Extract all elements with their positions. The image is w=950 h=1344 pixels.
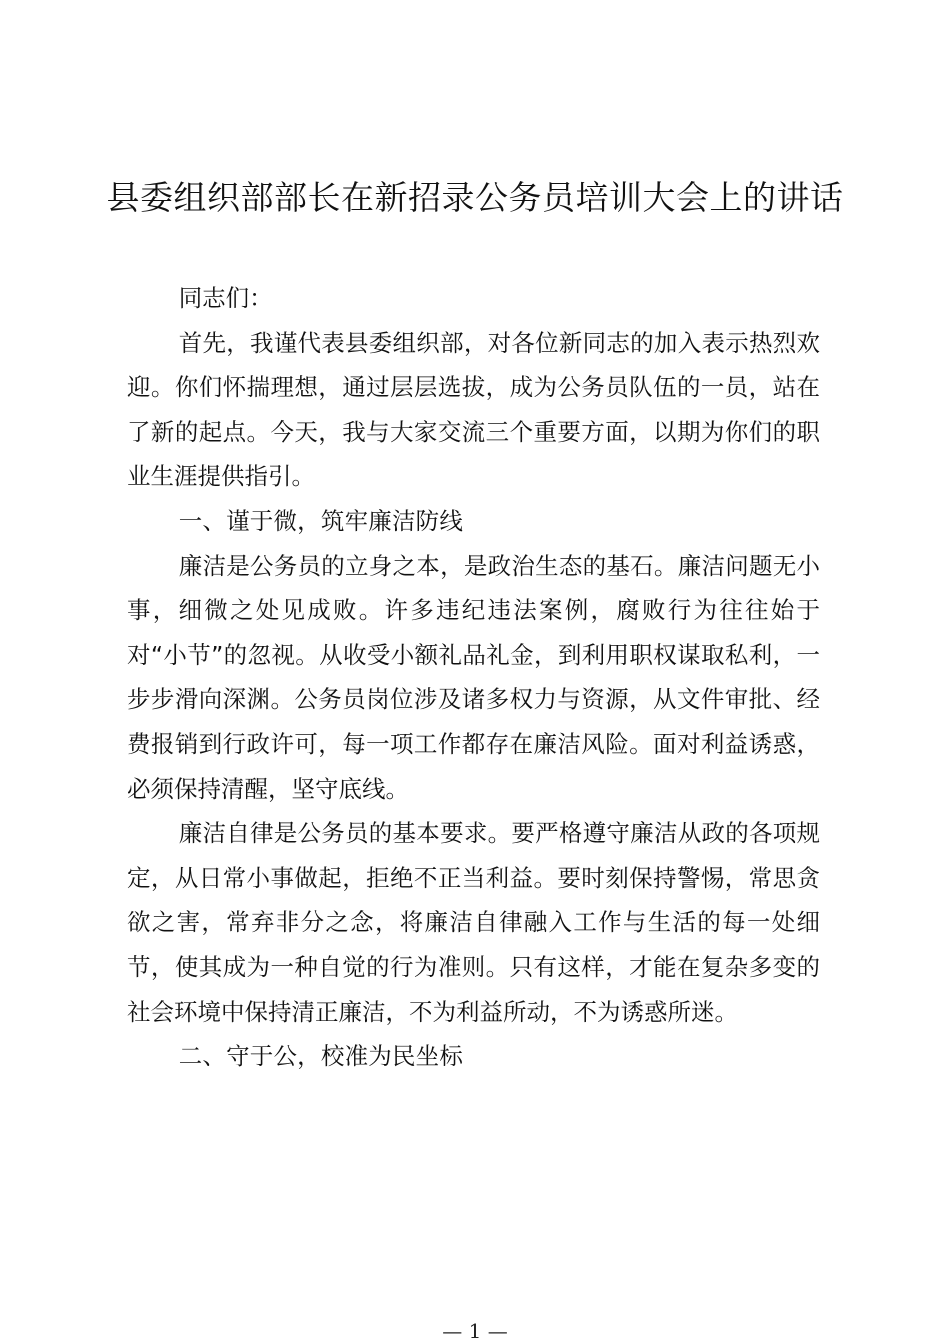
paragraph-integrity-2: 廉洁自律是公务员的基本要求。要严格遵守廉洁从政的各项规定，从日常小事做起，拒绝不正当利益。要时刻保持警惕，常思贪欲之害，常弃非分之念，将廉洁自律融入工作与生活的每一处细节，使其成为一种自觉的行为准则。只有这样，才能在复杂多变的社会环境中保持清正廉洁，不为利益所动，不为诱惑所迷。 [127,819,820,1026]
salutation: 同志们： [178,284,273,312]
section-heading-1: 一、谨于微，筑牢廉洁防线 [178,506,464,535]
section-heading-2: 二、守于公，校准为民坐标 [178,1042,464,1071]
document-body [127,276,820,1079]
paragraph-integrity-1: 廉洁是公务员的立身之本，是政治生态的基石。廉洁问题无小事，细微之处见成败。许多违纪违法案例，腐败行为往往始于对“小节”的忽视。从收受小额礼品礼金，到利用职权谋取私利，一步步滑向深渊。公务员岗位涉及诸多权力与资源，从文件审批、经费报销到行政许可，每一项工作都存在廉洁风险。面对利益诱惑，必须保持清醒，坚守底线。 [127,551,820,803]
page-number: — 1 — [442,1319,508,1343]
paragraph-intro: 首先，我谨代表县委组织部，对各位新同志的加入表示热烈欢迎。你们怀揣理想，通过层层选拔，成为公务员队伍的一员，站在了新的起点。今天，我与大家交流三个重要方面，以期为你们的职业生涯提供指引。 [127,328,820,491]
document-title: 县委组织部部长在新招录公务员培训大会上的讲话 [106,178,844,217]
